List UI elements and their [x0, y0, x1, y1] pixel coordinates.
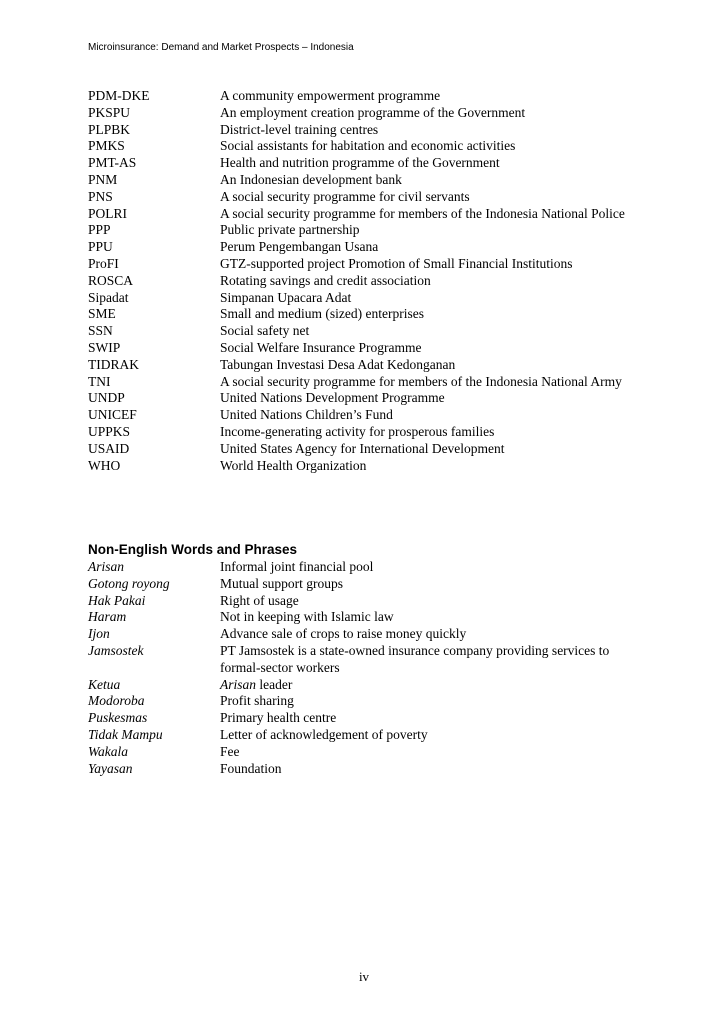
definition: Mutual support groups: [220, 575, 343, 591]
page-number: iv: [358, 969, 370, 984]
term: USAID: [88, 440, 130, 456]
definition: Profit sharing: [220, 693, 294, 709]
list-item: [88, 559, 648, 576]
term: UNICEF: [88, 407, 137, 423]
term: Tidak Mampu: [88, 726, 163, 742]
term: SME: [88, 306, 116, 322]
term: PKSPU: [88, 104, 131, 120]
term: Puskesmas: [88, 710, 148, 726]
list-item: [88, 155, 648, 172]
list-item: [88, 744, 648, 761]
list-item: [88, 441, 648, 458]
term: PPP: [88, 222, 111, 238]
list-item: [88, 290, 648, 307]
list-item: [88, 172, 648, 189]
list-item: [88, 643, 648, 677]
term: Sipadat: [88, 289, 129, 305]
list-item: [88, 189, 648, 206]
section-title: Non-English Words and Phrases: [88, 542, 298, 557]
definition: Small and medium (sized) enterprises: [220, 306, 424, 322]
term: PDM-DKE: [88, 88, 150, 103]
list-item: [88, 761, 648, 778]
list-item: [88, 340, 648, 357]
definition: World Health Organization: [220, 457, 367, 473]
term: PNM: [88, 171, 118, 187]
definition: Social safety net: [220, 323, 310, 339]
list-item: [88, 710, 648, 727]
non-english-section: [88, 542, 648, 777]
definition: Primary health centre: [220, 710, 337, 726]
definition: Not in keeping with Islamic law: [220, 609, 394, 625]
term: Modoroba: [88, 693, 145, 709]
term: Ketua: [88, 676, 121, 692]
definition: Perum Pengembangan Usana: [220, 239, 379, 255]
list-item: [88, 306, 648, 323]
term: Yayasan: [88, 760, 133, 776]
list-item: [88, 677, 648, 694]
definition: PT Jamsostek is a state-owned insurance company providing services to formal-sector workers: [220, 642, 610, 675]
definition: United Nations Development Programme: [220, 390, 445, 406]
definition-italic: Arisan: [220, 676, 257, 692]
list-item: [88, 88, 648, 105]
definition: Health and nutrition programme of the Government: [220, 155, 500, 171]
list-item: [88, 424, 648, 441]
term: Jamsostek: [88, 642, 144, 658]
term: Wakala: [88, 743, 128, 759]
term: PLPBK: [88, 121, 131, 137]
definition: An Indonesian development bank: [220, 171, 402, 187]
definition: United States Agency for International Development: [220, 440, 505, 456]
term: PNS: [88, 188, 113, 204]
term: SWIP: [88, 339, 121, 355]
term: Ijon: [88, 626, 110, 642]
definition: Tabungan Investasi Desa Adat Kedonganan: [220, 356, 456, 372]
term: TNI: [88, 373, 111, 389]
definition: Foundation: [220, 760, 282, 776]
term: POLRI: [88, 205, 128, 221]
list-item: [88, 609, 648, 626]
definition: A social security programme for members of the Indonesia National Police: [220, 205, 625, 221]
definition: An employment creation programme of the Government: [220, 104, 526, 120]
term: UPPKS: [88, 423, 131, 439]
term: ProFI: [88, 255, 119, 271]
term: Hak Pakai: [88, 592, 146, 608]
list-item: [88, 122, 648, 139]
term: WHO: [88, 457, 121, 473]
definition: Rotating savings and credit association: [220, 272, 431, 288]
definition: Social assistants for habitation and economic activities: [220, 138, 516, 154]
definition: Informal joint financial pool: [220, 559, 374, 574]
term: PMT-AS: [88, 155, 137, 171]
term: UNDP: [88, 390, 125, 406]
abbreviations-list: [88, 88, 648, 474]
definition: Social Welfare Insurance Programme: [220, 339, 422, 355]
list-item: [88, 458, 648, 475]
list-item: [88, 357, 648, 374]
term: TIDRAK: [88, 356, 139, 372]
definition: Public private partnership: [220, 222, 360, 238]
list-item: [88, 206, 648, 223]
list-item: [88, 693, 648, 710]
definition: GTZ-supported project Promotion of Small Financial Institutions: [220, 255, 573, 271]
list-item: [88, 593, 648, 610]
definition: Right of usage: [220, 592, 299, 608]
term: Arisan: [88, 559, 125, 574]
list-item: [88, 727, 648, 744]
definition: A social security programme for civil servants: [220, 188, 470, 204]
definition: Income-generating activity for prosperous families: [220, 423, 495, 439]
running-header: Microinsurance: Demand and Market Prospects – Indonesia: [88, 42, 354, 53]
definition-rest: leader: [256, 676, 293, 692]
definition: Simpanan Upacara Adat: [220, 289, 352, 305]
definition: Fee: [220, 743, 240, 759]
term: PPU: [88, 239, 113, 255]
definition: Letter of acknowledgement of poverty: [220, 726, 428, 742]
list-item: [88, 576, 648, 593]
list-item: [88, 626, 648, 643]
list-item: [88, 323, 648, 340]
list-item: [88, 239, 648, 256]
list-item: [88, 390, 648, 407]
list-item: [88, 256, 648, 273]
term: PMKS: [88, 138, 125, 154]
list-item: [88, 273, 648, 290]
definition: United Nations Children’s Fund: [220, 407, 393, 423]
definition: [220, 677, 648, 694]
list-item: [88, 374, 648, 391]
definition: A community empowerment programme: [220, 88, 441, 103]
list-item: [88, 222, 648, 239]
list-item: [88, 407, 648, 424]
term: SSN: [88, 323, 113, 339]
term: Haram: [88, 609, 127, 625]
definition: District-level training centres: [220, 121, 379, 137]
term: ROSCA: [88, 272, 134, 288]
list-item: [88, 138, 648, 155]
definition: Advance sale of crops to raise money quickly: [220, 626, 467, 642]
term: Gotong royong: [88, 575, 170, 591]
definition: A social security programme for members of the Indonesia National Army: [220, 373, 622, 389]
list-item: [88, 105, 648, 122]
